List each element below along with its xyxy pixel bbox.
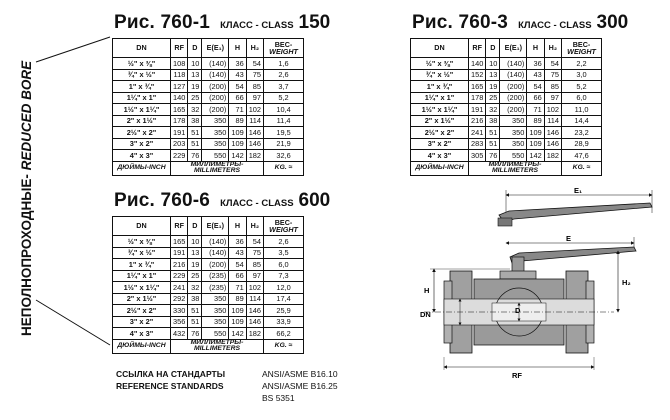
label-h2: H₂ <box>622 278 631 287</box>
value-cell: (200) <box>202 81 229 93</box>
column-header: E(E₁) <box>202 39 229 58</box>
value-cell: (200) <box>202 92 229 104</box>
value-cell: 17,4 <box>264 293 304 305</box>
units-mm: МИЛЛИМЕТРЫ-MILLIMETERS <box>171 339 264 354</box>
table-row <box>113 150 304 162</box>
value-cell: 76 <box>188 150 202 162</box>
table-row <box>113 104 304 116</box>
column-header: RF <box>469 39 486 58</box>
value-cell: (200) <box>500 92 527 104</box>
standards-values <box>262 368 338 404</box>
table-row <box>411 58 602 70</box>
table-row <box>113 282 304 294</box>
label-rf: RF <box>512 371 522 380</box>
value-cell: (140) <box>202 247 229 259</box>
label-h: H <box>424 286 430 295</box>
table-row <box>113 69 304 81</box>
dn-cell: ¾" x ½" <box>113 247 171 259</box>
column-header: RF <box>171 217 188 236</box>
column-header: DN <box>411 39 469 58</box>
class-label: КЛАСС - CLASS <box>220 20 294 31</box>
fig-title: Рис. 760-6 <box>114 190 211 211</box>
value-cell: 350 <box>202 316 229 328</box>
value-cell: 3,5 <box>264 247 304 259</box>
value-cell: 85 <box>246 259 263 271</box>
value-cell: 54 <box>229 81 246 93</box>
table-row <box>113 293 304 305</box>
value-cell: 12,0 <box>264 282 304 294</box>
table-row <box>113 58 304 70</box>
table-row <box>411 115 602 127</box>
column-header: D <box>188 217 202 236</box>
value-cell: 114 <box>246 293 263 305</box>
value-cell: 350 <box>202 305 229 317</box>
value-cell: 25 <box>188 270 202 282</box>
value-cell: 146 <box>246 305 263 317</box>
dn-cell: ½" x ⅜" <box>113 58 171 70</box>
value-cell: 2,2 <box>562 58 602 70</box>
value-cell: 66 <box>229 270 246 282</box>
value-cell: 51 <box>188 138 202 150</box>
value-cell: 3,7 <box>264 81 304 93</box>
value-cell: 10 <box>486 58 500 70</box>
column-header: RF <box>171 39 188 58</box>
value-cell: 32 <box>486 104 500 116</box>
value-cell: 550 <box>202 328 229 340</box>
dn-cell: 1½" x 1¼" <box>411 104 469 116</box>
value-cell: 114 <box>246 115 263 127</box>
value-cell: (200) <box>202 259 229 271</box>
value-cell: 23,2 <box>562 127 602 139</box>
value-cell: 66 <box>527 92 544 104</box>
column-header: DN <box>113 217 171 236</box>
value-cell: 102 <box>246 104 263 116</box>
value-cell: 350 <box>500 138 527 150</box>
valve-drawing <box>414 185 664 415</box>
value-cell: 89 <box>229 293 246 305</box>
table-row <box>113 127 304 139</box>
label-d: D <box>515 306 521 315</box>
value-cell: 109 <box>229 138 246 150</box>
value-cell: 11,4 <box>264 115 304 127</box>
table-row <box>411 81 602 93</box>
table-row <box>113 328 304 340</box>
table-row <box>113 81 304 93</box>
value-cell: 146 <box>544 127 561 139</box>
value-cell: 13 <box>486 69 500 81</box>
value-cell: 356 <box>171 316 188 328</box>
value-cell: (200) <box>500 81 527 93</box>
brace-lines <box>0 0 120 416</box>
value-cell: 97 <box>246 270 263 282</box>
value-cell: 54 <box>246 58 263 70</box>
dn-cell: ½" x ⅜" <box>411 58 469 70</box>
value-cell: 178 <box>171 115 188 127</box>
value-cell: 36 <box>229 236 246 248</box>
value-cell: 165 <box>171 104 188 116</box>
value-cell: 350 <box>202 293 229 305</box>
value-cell: 76 <box>486 150 500 162</box>
value-cell: 32 <box>188 282 202 294</box>
header-row <box>113 39 304 58</box>
dn-cell: 2½" x 2" <box>113 305 171 317</box>
value-cell: 71 <box>527 104 544 116</box>
value-cell: 28,9 <box>562 138 602 150</box>
dn-cell: 1¼" x 1" <box>113 92 171 104</box>
value-cell: 75 <box>246 69 263 81</box>
value-cell: 89 <box>527 115 544 127</box>
value-cell: 32,6 <box>264 150 304 162</box>
value-cell: 89 <box>229 115 246 127</box>
value-cell: 108 <box>171 58 188 70</box>
value-cell: 51 <box>188 305 202 317</box>
value-cell: 2,6 <box>264 69 304 81</box>
table-row <box>113 316 304 328</box>
units-row <box>113 339 304 354</box>
dn-cell: 4" x 3" <box>113 150 171 162</box>
dn-cell: 4" x 3" <box>411 150 469 162</box>
value-cell: 2,6 <box>264 236 304 248</box>
table-row <box>113 305 304 317</box>
value-cell: 19 <box>486 81 500 93</box>
value-cell: 241 <box>469 127 486 139</box>
table-row <box>113 115 304 127</box>
table-row <box>411 104 602 116</box>
class-number: 300 <box>596 12 629 33</box>
value-cell: 6,0 <box>264 259 304 271</box>
table-row <box>411 138 602 150</box>
fig-title: Рис. 760-3 <box>412 12 509 33</box>
value-cell: 19,5 <box>264 127 304 139</box>
value-cell: 165 <box>469 81 486 93</box>
value-cell: 10 <box>188 236 202 248</box>
value-cell: 350 <box>500 115 527 127</box>
label-e1: E₁ <box>574 186 583 195</box>
value-cell: 216 <box>171 259 188 271</box>
label-dn: DN <box>420 310 431 319</box>
value-cell: 191 <box>469 104 486 116</box>
value-cell: 142 <box>527 150 544 162</box>
column-header: DN <box>113 39 171 58</box>
value-cell: 32 <box>188 104 202 116</box>
dn-cell: 4" x 3" <box>113 328 171 340</box>
dn-cell: ½" x ⅜" <box>113 236 171 248</box>
value-cell: 38 <box>188 115 202 127</box>
value-cell: 85 <box>544 81 561 93</box>
value-cell: 51 <box>486 138 500 150</box>
value-cell: (140) <box>500 69 527 81</box>
fig-title: Рис. 760-1 <box>114 12 211 33</box>
units-kg: KG. ≈ <box>264 161 304 176</box>
standard-value: ANSI/ASME B16.10 <box>262 369 338 379</box>
value-cell: 550 <box>500 150 527 162</box>
dn-cell: ¾" x ½" <box>113 69 171 81</box>
value-cell: (235) <box>202 282 229 294</box>
header-row <box>113 217 304 236</box>
table-row <box>411 69 602 81</box>
table-row <box>411 150 602 162</box>
value-cell: 109 <box>527 127 544 139</box>
value-cell: 191 <box>171 247 188 259</box>
value-cell: 25 <box>486 92 500 104</box>
standard-value: ANSI/ASME B16.25 <box>262 381 338 391</box>
table-760-6 <box>112 190 330 354</box>
table-row <box>113 247 304 259</box>
column-header: H <box>229 217 246 236</box>
value-cell: 11,0 <box>562 104 602 116</box>
value-cell: 229 <box>171 270 188 282</box>
value-cell: 114 <box>544 115 561 127</box>
column-header: H <box>229 39 246 58</box>
units-kg: KG. ≈ <box>562 161 602 176</box>
value-cell: 283 <box>469 138 486 150</box>
units-inch: ДЮЙМЫ-INCH <box>411 161 469 176</box>
value-cell: 25 <box>188 92 202 104</box>
column-header: H <box>527 39 544 58</box>
value-cell: 350 <box>202 127 229 139</box>
value-cell: 43 <box>527 69 544 81</box>
dn-cell: 3" x 2" <box>113 138 171 150</box>
value-cell: 350 <box>202 138 229 150</box>
value-cell: 6,0 <box>562 92 602 104</box>
value-cell: 54 <box>527 81 544 93</box>
units-mm: МИЛЛИМЕТРЫ-MILLIMETERS <box>469 161 562 176</box>
value-cell: 51 <box>188 127 202 139</box>
units-kg: KG. ≈ <box>264 339 304 354</box>
value-cell: 13 <box>188 247 202 259</box>
value-cell: 146 <box>246 138 263 150</box>
value-cell: 85 <box>246 81 263 93</box>
value-cell: 152 <box>469 69 486 81</box>
side-label-ru: НЕПОЛНОПРОХОДНЫЕ- <box>19 170 34 336</box>
value-cell: 10 <box>188 58 202 70</box>
units-inch: ДЮЙМЫ-INCH <box>113 161 171 176</box>
dn-cell: 2½" x 2" <box>113 127 171 139</box>
dn-cell: 3" x 2" <box>113 316 171 328</box>
value-cell: 1,6 <box>264 58 304 70</box>
dn-cell: 2" x 1½" <box>411 115 469 127</box>
table-row <box>113 138 304 150</box>
value-cell: 350 <box>202 115 229 127</box>
side-label-en: REDUCED BORE <box>19 60 34 171</box>
standards-labels <box>116 368 225 392</box>
value-cell: 182 <box>246 150 263 162</box>
value-cell: 54 <box>229 259 246 271</box>
value-cell: 109 <box>229 305 246 317</box>
value-cell: 5,2 <box>562 81 602 93</box>
column-header-weight: ВЕС-WEIGHT <box>264 39 304 58</box>
column-header: D <box>188 39 202 58</box>
value-cell: 305 <box>469 150 486 162</box>
value-cell: (140) <box>500 58 527 70</box>
units-inch: ДЮЙМЫ-INCH <box>113 339 171 354</box>
value-cell: 38 <box>486 115 500 127</box>
dn-cell: 2" x 1½" <box>113 115 171 127</box>
table-row <box>411 127 602 139</box>
dn-cell: 1¼" x 1" <box>113 270 171 282</box>
value-cell: (140) <box>202 69 229 81</box>
dn-cell: 2" x 1½" <box>113 293 171 305</box>
value-cell: 7,3 <box>264 270 304 282</box>
value-cell: 43 <box>229 69 246 81</box>
column-header: E(E₁) <box>500 39 527 58</box>
value-cell: 216 <box>469 115 486 127</box>
value-cell: 25,9 <box>264 305 304 317</box>
dn-cell: 2½" x 2" <box>411 127 469 139</box>
value-cell: 109 <box>527 138 544 150</box>
value-cell: 43 <box>229 247 246 259</box>
value-cell: 3,0 <box>562 69 602 81</box>
class-label: КЛАСС - CLASS <box>518 20 592 31</box>
value-cell: 33,9 <box>264 316 304 328</box>
value-cell: 118 <box>171 69 188 81</box>
value-cell: 5,2 <box>264 92 304 104</box>
value-cell: 146 <box>544 138 561 150</box>
dn-cell: 1" x ¾" <box>113 81 171 93</box>
value-cell: 75 <box>246 247 263 259</box>
value-cell: 14,4 <box>562 115 602 127</box>
value-cell: 66,2 <box>264 328 304 340</box>
table-row <box>113 236 304 248</box>
value-cell: 21,9 <box>264 138 304 150</box>
column-header: H₂ <box>246 39 263 58</box>
value-cell: 109 <box>229 127 246 139</box>
dn-cell: 1½" x 1¼" <box>113 104 171 116</box>
column-header: H₂ <box>544 39 561 58</box>
value-cell: 75 <box>544 69 561 81</box>
table-row <box>113 270 304 282</box>
label-e: E <box>566 234 572 243</box>
value-cell: 54 <box>246 236 263 248</box>
value-cell: (140) <box>202 58 229 70</box>
value-cell: 109 <box>229 316 246 328</box>
standards-label-ru: ССЫЛКА НА СТАНДАРТЫ <box>116 369 226 379</box>
value-cell: 51 <box>188 316 202 328</box>
value-cell: 182 <box>246 328 263 340</box>
value-cell: 47,6 <box>562 150 602 162</box>
value-cell: 146 <box>246 316 263 328</box>
value-cell: 203 <box>171 138 188 150</box>
dn-cell: 1¼" x 1" <box>411 92 469 104</box>
header-row <box>411 39 602 58</box>
value-cell: 97 <box>246 92 263 104</box>
class-number: 600 <box>298 190 331 211</box>
value-cell: 19 <box>188 81 202 93</box>
value-cell: 140 <box>469 58 486 70</box>
value-cell: 13 <box>188 69 202 81</box>
column-header-weight: ВЕС-WEIGHT <box>562 39 602 58</box>
value-cell: 165 <box>171 236 188 248</box>
value-cell: (235) <box>202 270 229 282</box>
value-cell: 241 <box>171 282 188 294</box>
value-cell: 146 <box>246 127 263 139</box>
class-label: КЛАСС - CLASS <box>220 198 294 209</box>
column-header: D <box>486 39 500 58</box>
units-row <box>113 161 304 176</box>
value-cell: 182 <box>544 150 561 162</box>
value-cell: 102 <box>544 104 561 116</box>
value-cell: 54 <box>544 58 561 70</box>
column-header-weight: ВЕС-WEIGHT <box>264 217 304 236</box>
table-row <box>411 92 602 104</box>
table-760-1 <box>112 12 330 176</box>
dn-cell: 1" x ¾" <box>411 81 469 93</box>
value-cell: 292 <box>171 293 188 305</box>
value-cell: 66 <box>229 92 246 104</box>
units-mm: МИЛЛИМЕТРЫ-MILLIMETERS <box>171 161 264 176</box>
value-cell: 432 <box>171 328 188 340</box>
standard-value: BS 5351 <box>262 393 295 403</box>
dn-cell: ¾" x ½" <box>411 69 469 81</box>
value-cell: 36 <box>527 58 544 70</box>
value-cell: 102 <box>246 282 263 294</box>
column-header: E(E₁) <box>202 217 229 236</box>
value-cell: 550 <box>202 150 229 162</box>
value-cell: 142 <box>229 150 246 162</box>
value-cell: 191 <box>171 127 188 139</box>
dn-cell: 1½" x 1¼" <box>113 282 171 294</box>
class-number: 150 <box>298 12 331 33</box>
table-row <box>113 92 304 104</box>
value-cell: (140) <box>202 236 229 248</box>
value-cell: 229 <box>171 150 188 162</box>
value-cell: 97 <box>544 92 561 104</box>
value-cell: 142 <box>229 328 246 340</box>
value-cell: 38 <box>188 293 202 305</box>
value-cell: 71 <box>229 104 246 116</box>
table-row <box>113 259 304 271</box>
standards-label-en: REFERENCE STANDARDS <box>116 381 224 391</box>
value-cell: 76 <box>188 328 202 340</box>
units-row <box>411 161 602 176</box>
value-cell: 330 <box>171 305 188 317</box>
value-cell: 51 <box>486 127 500 139</box>
value-cell: 127 <box>171 81 188 93</box>
value-cell: 178 <box>469 92 486 104</box>
value-cell: (200) <box>500 104 527 116</box>
value-cell: 350 <box>500 127 527 139</box>
column-header: H₂ <box>246 217 263 236</box>
dn-cell: 3" x 2" <box>411 138 469 150</box>
value-cell: 19 <box>188 259 202 271</box>
value-cell: 71 <box>229 282 246 294</box>
value-cell: 36 <box>229 58 246 70</box>
value-cell: 10,4 <box>264 104 304 116</box>
dn-cell: 1" x ¾" <box>113 259 171 271</box>
value-cell: (200) <box>202 104 229 116</box>
value-cell: 140 <box>171 92 188 104</box>
table-760-3 <box>410 12 628 176</box>
